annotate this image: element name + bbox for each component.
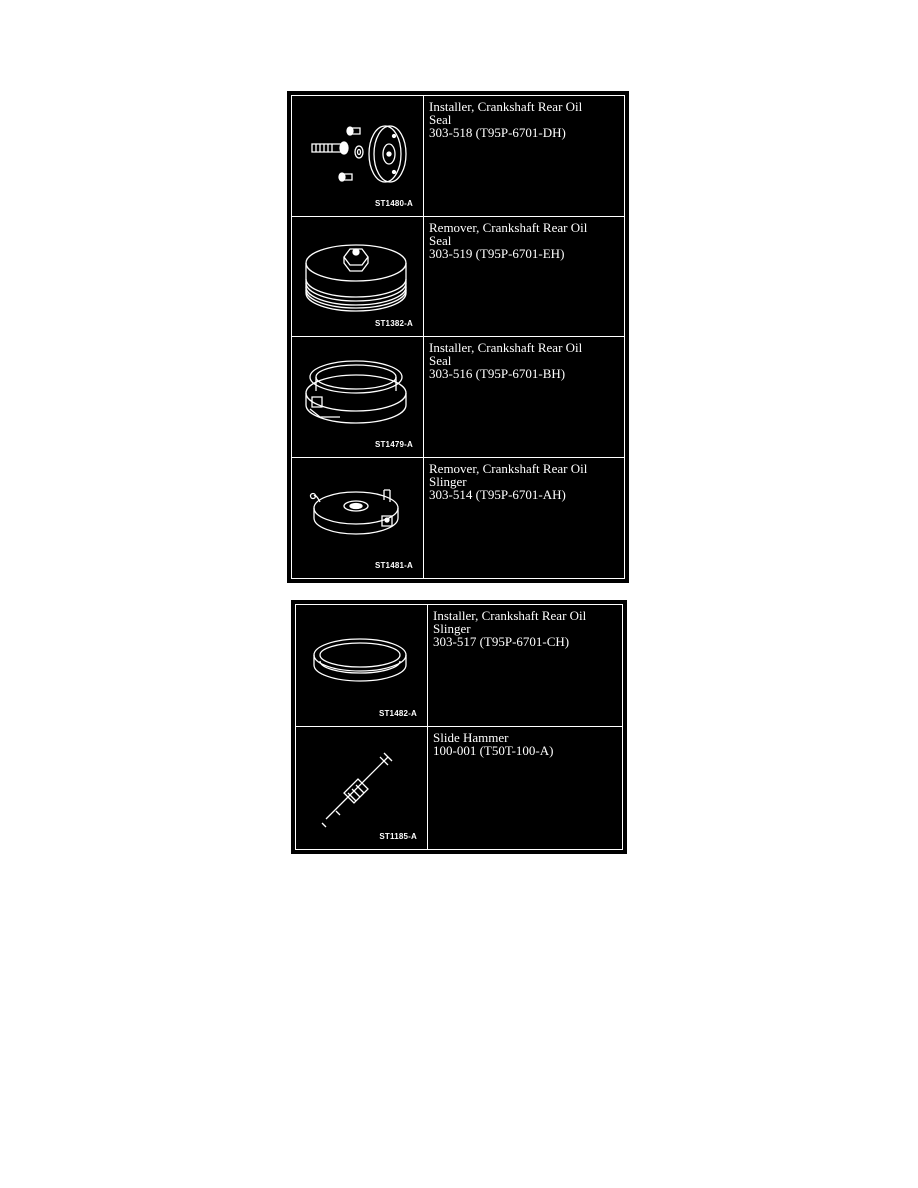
image-code: ST1185-A bbox=[379, 832, 417, 841]
tool-part-number: 303-516 (T95P-6701-BH) bbox=[429, 366, 566, 381]
image-code: ST1481-A bbox=[374, 561, 413, 570]
tool-row bbox=[296, 605, 622, 727]
tool-row bbox=[292, 458, 624, 579]
tool-illustration-cell bbox=[292, 96, 424, 216]
tool-name-line2: Seal bbox=[429, 112, 452, 127]
tools-grid bbox=[295, 604, 623, 850]
tool-description bbox=[424, 458, 624, 579]
tool-description bbox=[424, 96, 624, 216]
special-tools-table-2 bbox=[291, 600, 627, 854]
tool-illustration-cell bbox=[292, 458, 424, 579]
tool-part-number: 303-517 (T95P-6701-CH) bbox=[433, 634, 570, 649]
tool-illustration-cell bbox=[292, 217, 424, 337]
tool-illustration-cell bbox=[296, 727, 428, 849]
tool-name-line1: Installer, Crankshaft Rear Oil bbox=[429, 99, 583, 114]
tool-row bbox=[292, 337, 624, 458]
tool-name-line1: Installer, Crankshaft Rear Oil bbox=[433, 608, 587, 623]
slide-hammer-icon bbox=[296, 727, 428, 847]
tool-name-line1: Remover, Crankshaft Rear Oil bbox=[429, 460, 588, 476]
tool-description bbox=[424, 217, 624, 337]
image-code: ST1382-A bbox=[374, 319, 413, 328]
tool-part-number: 303-514 (T95P-6701-AH) bbox=[429, 486, 566, 502]
tools-grid bbox=[291, 95, 625, 579]
slinger-ring-icon bbox=[296, 605, 428, 725]
tool-illustration-cell bbox=[296, 605, 428, 726]
tool-name-line1: Remover, Crankshaft Rear Oil bbox=[429, 219, 588, 235]
tool-row bbox=[292, 217, 624, 338]
tool-part-number: 303-518 (T95P-6701-DH) bbox=[429, 125, 566, 140]
tool-part-number: 303-519 (T95P-6701-EH) bbox=[429, 245, 565, 261]
tool-illustration-cell bbox=[292, 337, 424, 457]
tool-description bbox=[424, 337, 624, 457]
tool-name-line2: Slinger bbox=[429, 473, 467, 489]
image-code: ST1482-A bbox=[378, 709, 417, 718]
tool-description bbox=[428, 727, 622, 849]
slinger-remover-icon bbox=[292, 458, 424, 578]
tool-name-line1: Slide Hammer bbox=[433, 730, 509, 745]
image-code: ST1480-A bbox=[374, 198, 413, 208]
tool-part-number: 100-001 (T50T-100-A) bbox=[433, 743, 554, 758]
tool-name-line2: Seal bbox=[429, 232, 452, 248]
image-code: ST1479-A bbox=[374, 439, 413, 449]
tool-row bbox=[296, 727, 622, 849]
special-tools-table-1 bbox=[287, 91, 629, 583]
tool-name-line1: Installer, Crankshaft Rear Oil bbox=[429, 340, 583, 355]
tool-description bbox=[428, 605, 622, 726]
tool-row bbox=[292, 96, 624, 217]
tool-name-line2: Seal bbox=[429, 353, 452, 368]
tool-name-line2: Slinger bbox=[433, 621, 471, 636]
